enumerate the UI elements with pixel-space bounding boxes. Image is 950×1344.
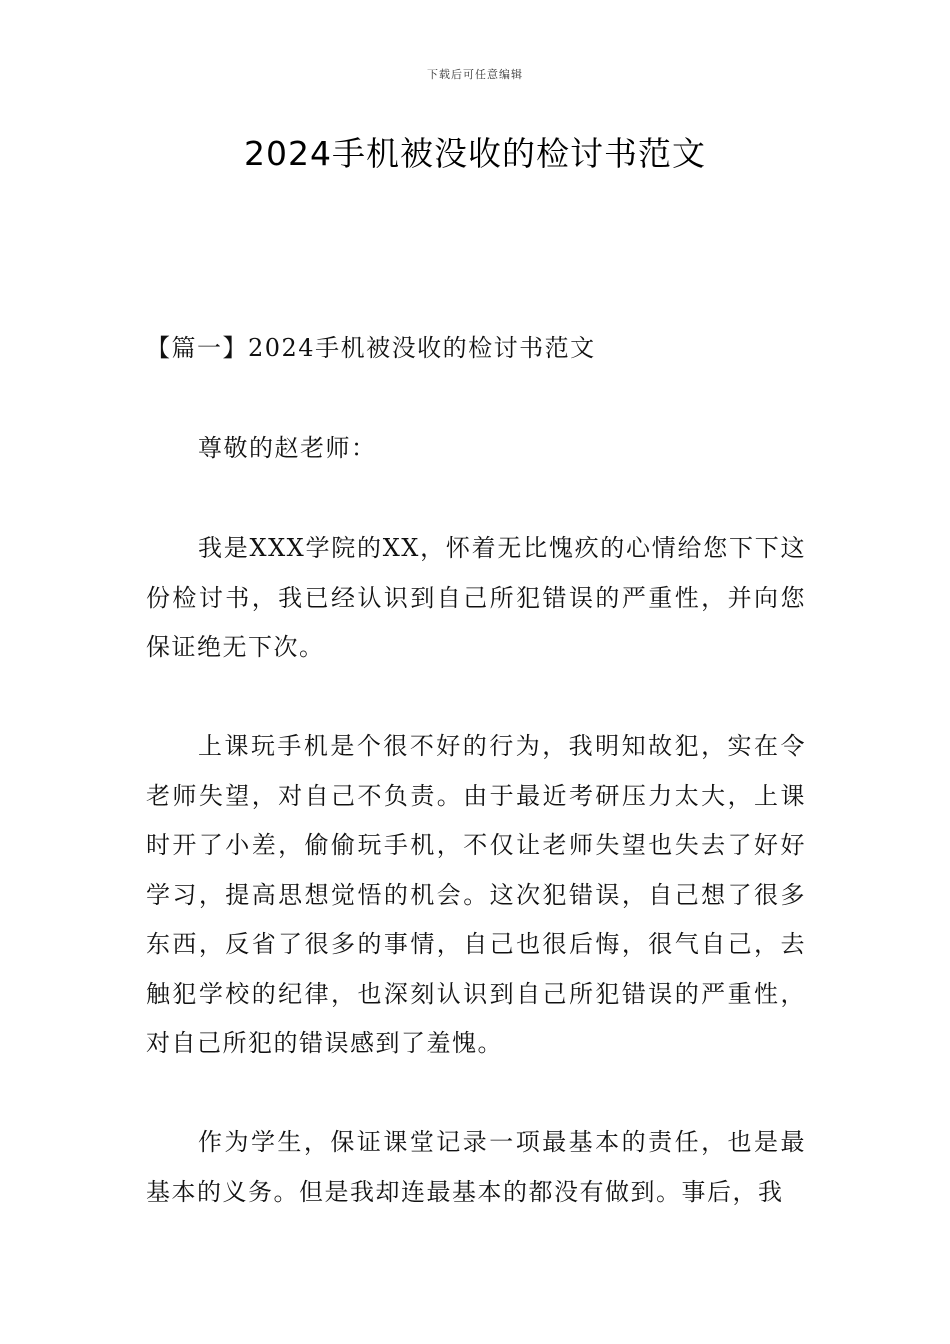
paragraph-2: 上课玩手机是个很不好的行为，我明知故犯，实在令老师失望，对自己不负责。由于最近考研压力太大，上课时开了小差，偷偷玩手机，不仅让老师失望也失去了好好学习，提高思想觉悟的机会。这次犯错误，自己想了很多东西，反省了很多的事情，自己也很后悔，很气自己，去触犯学校的纪律，也深刻认识到自己所犯错误的严重性，对自己所犯的错误感到了羞愧。 [146, 732, 806, 1057]
section-heading: 【篇一】2024手机被没收的检讨书范文 [146, 334, 596, 362]
header-note: 下载后可任意编辑 [427, 68, 523, 81]
paragraph-3: 作为学生，保证课堂记录一项最基本的责任，也是最基本的义务。但是我却连最基本的都没有做到。事后，我 [146, 1128, 806, 1206]
greeting: 尊敬的赵老师： [198, 434, 377, 462]
document-title: 2024手机被没收的检讨书范文 [244, 134, 706, 173]
paragraph-1: 我是XXX学院的XX，怀着无比愧疚的心情给您下下这份检讨书，我已经认识到自己所犯错误的严重性，并向您保证绝无下次。 [146, 534, 806, 661]
